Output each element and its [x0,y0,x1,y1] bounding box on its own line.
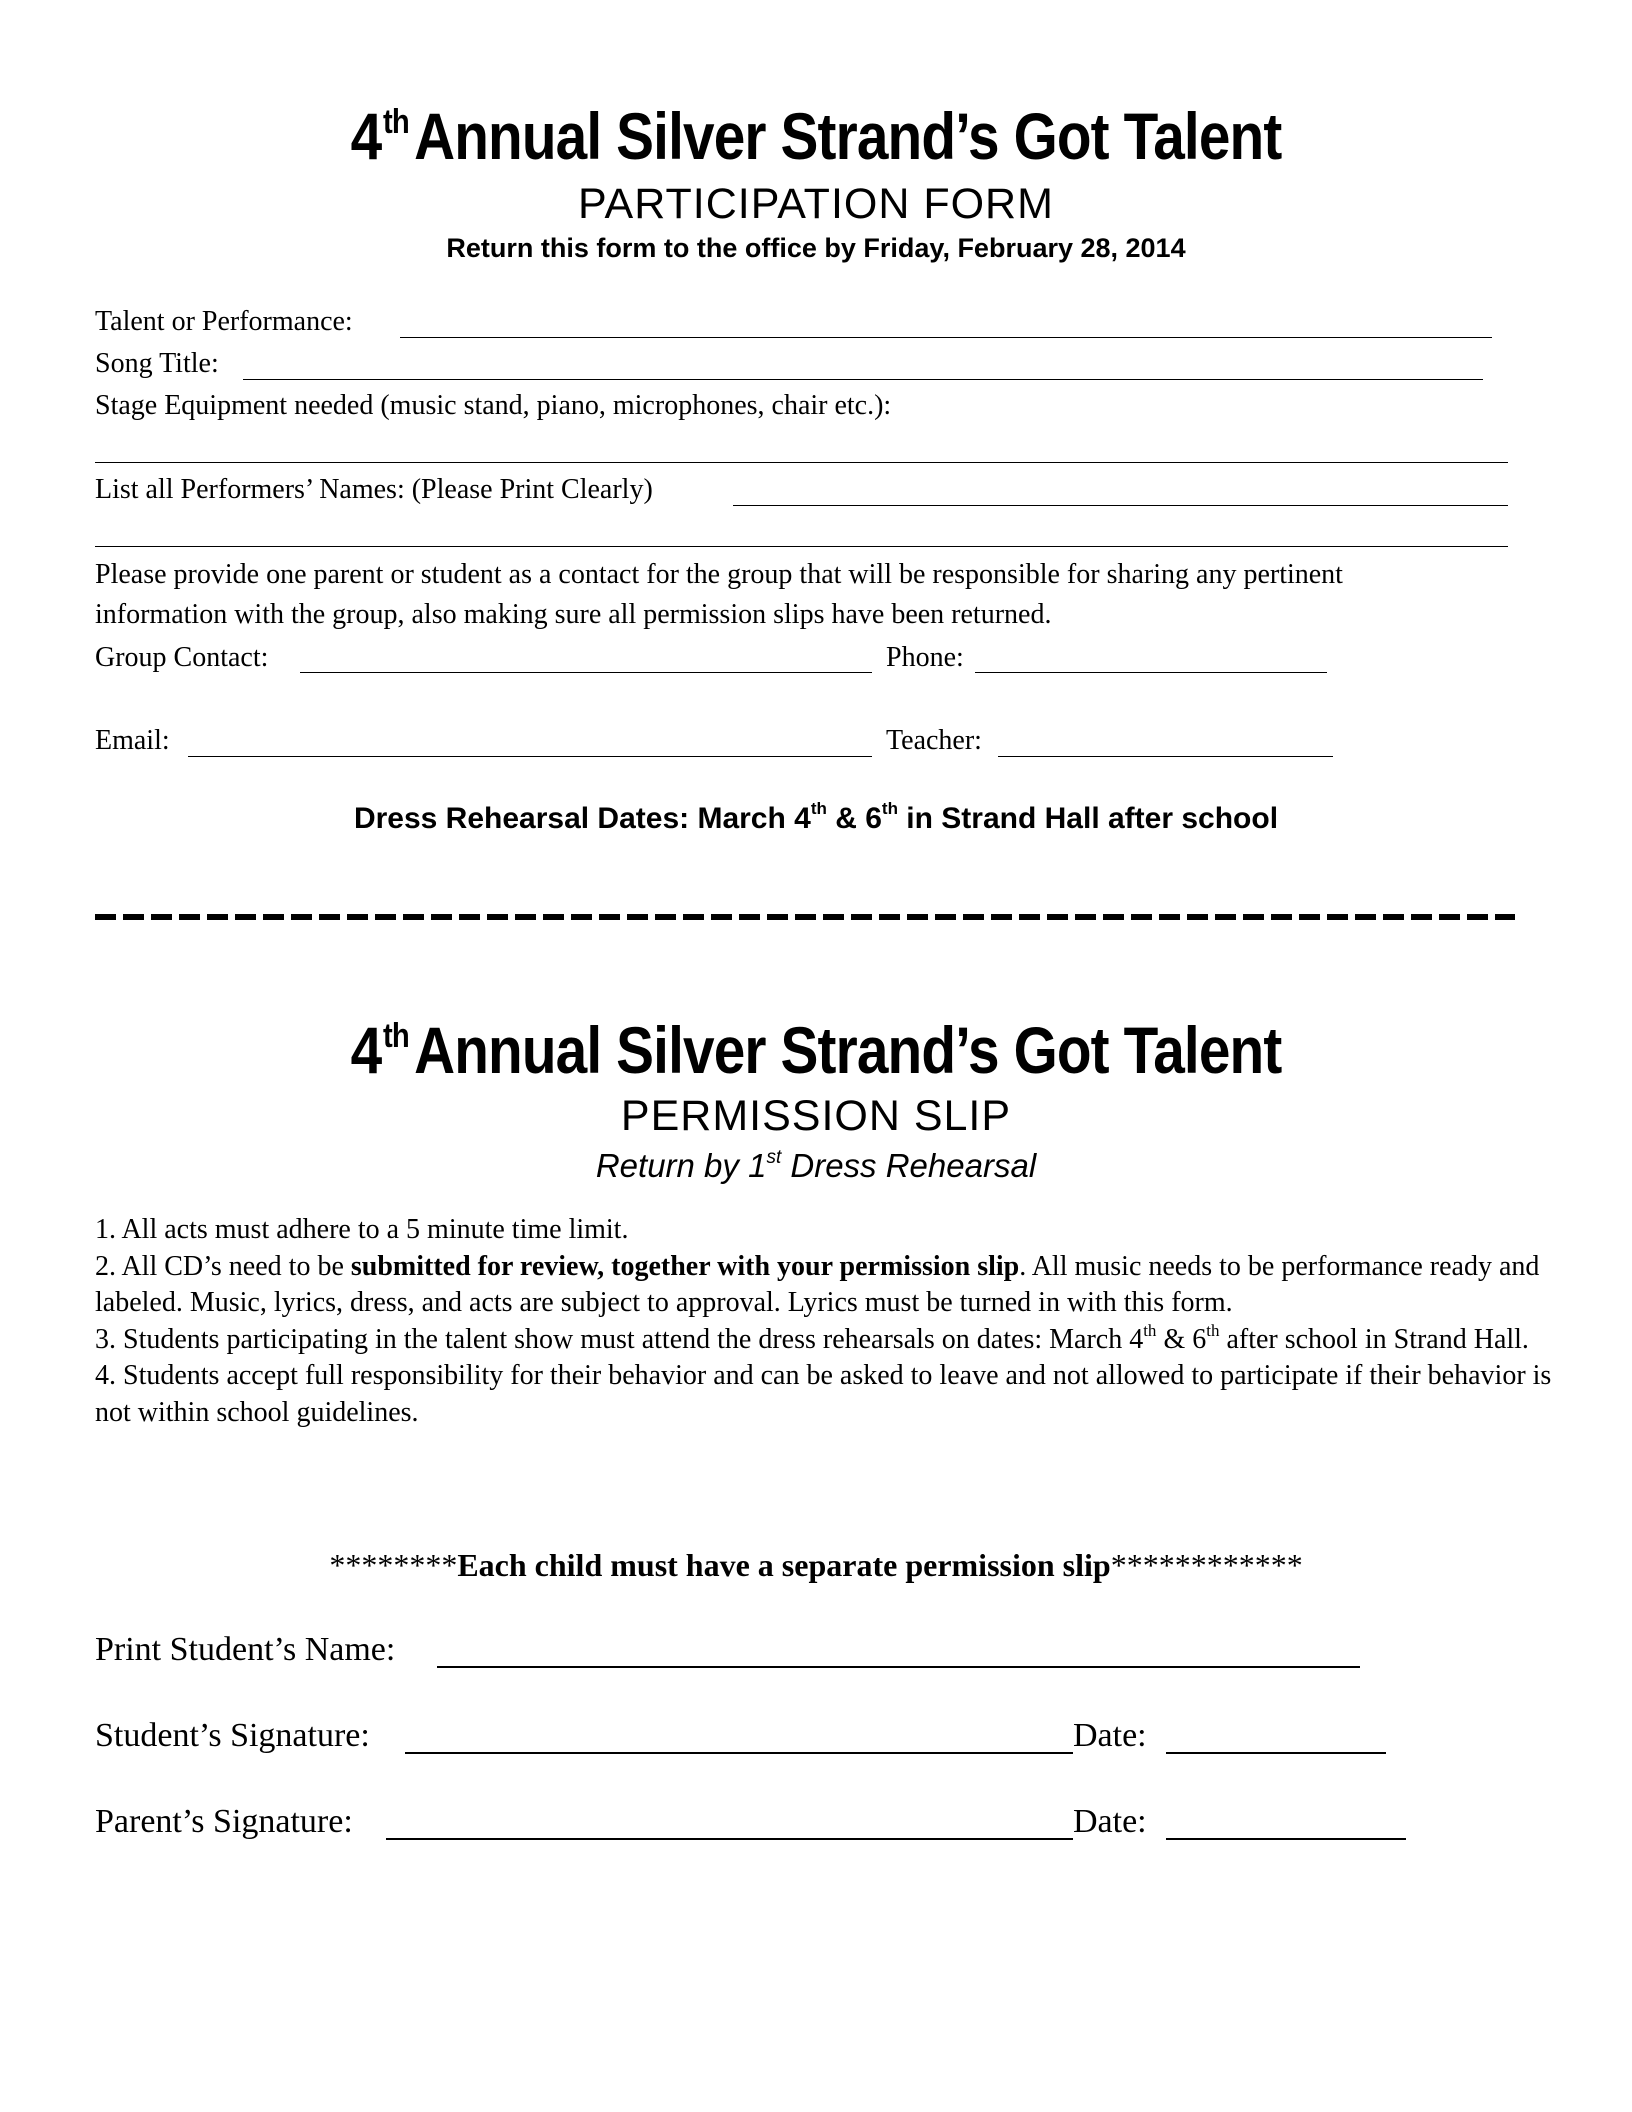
contact-paragraph: Please provide one parent or student as a contact for the group that will be responsible for sharing any pertinent information with the group, also making sure all permission slips have been returned. [95,559,1343,630]
talent-input-line[interactable] [400,337,1492,338]
cut-line-divider [95,914,1515,920]
phone-label: Phone: [886,642,964,673]
rule-3: 3. Students participating in the talent show must attend the dress rehearsals on dates: March 4th & 6th after school in Strand Hall. [95,1320,1529,1355]
rule-2: 2. All CD’s need to be submitted for review, together with your permission slip. All music needs to be performance ready and labeled. Music, lyrics, dress, and acts are subject to approval. Lyrics must be turned in with this form. [95,1250,1540,1318]
separate-slip-notice: ********Each child must have a separate permission slip************ [329,1547,1303,1583]
group-contact-label: Group Contact: [95,642,269,673]
teacher-input-line[interactable] [998,756,1333,757]
parent-signature-input-line[interactable] [386,1838,1073,1840]
performers-input-line-1[interactable] [733,505,1508,506]
student-signature-label: Student’s Signature: [95,1717,370,1754]
email-label: Email: [95,725,170,756]
participation-title: 4thAnnual Silver Strand’s Got Talent [350,99,1282,173]
email-input-line[interactable] [188,756,872,757]
permission-subtitle: PERMISSION SLIP [620,1092,1012,1140]
equipment-label: Stage Equipment needed (music stand, piano, microphones, chair etc.): [95,390,892,421]
permission-return-note: Return by 1st Dress Rehearsal [595,1147,1037,1184]
student-name-input-line[interactable] [437,1666,1360,1668]
student-name-label: Print Student’s Name: [95,1631,396,1668]
participation-subtitle: PARTICIPATION FORM [578,180,1054,228]
rules-list [95,1212,1555,1431]
permission-title: 4thAnnual Silver Strand’s Got Talent [350,1013,1282,1087]
performers-input-line-2[interactable] [95,546,1508,547]
rehearsal-dates: Dress Rehearsal Dates: March 4th & 6th in Strand Hall after school [353,799,1279,835]
song-title-input-line[interactable] [243,379,1483,380]
teacher-label: Teacher: [886,725,982,756]
equipment-input-line[interactable] [95,462,1508,463]
student-signature-input-line[interactable] [405,1752,1073,1754]
parent-signature-label: Parent’s Signature: [95,1803,353,1840]
song-title-label: Song Title: [95,348,219,379]
student-date-input-line[interactable] [1166,1752,1386,1754]
talent-label: Talent or Performance: [95,306,353,337]
rule-1: 1. All acts must adhere to a 5 minute time limit. [95,1214,629,1245]
participation-deadline: Return this form to the office by Friday, February 28, 2014 [446,233,1186,263]
rule-4: 4. Students accept full responsibility for their behavior and can be asked to leave and not allowed to participate if their behavior is not within school guidelines. [95,1360,1552,1428]
parent-date-label: Date: [1073,1803,1147,1840]
group-contact-input-line[interactable] [300,672,872,673]
parent-date-input-line[interactable] [1166,1838,1406,1840]
student-date-label: Date: [1073,1717,1147,1754]
performers-label: List all Performers’ Names: (Please Print Clearly) [95,474,653,505]
phone-input-line[interactable] [975,672,1327,673]
